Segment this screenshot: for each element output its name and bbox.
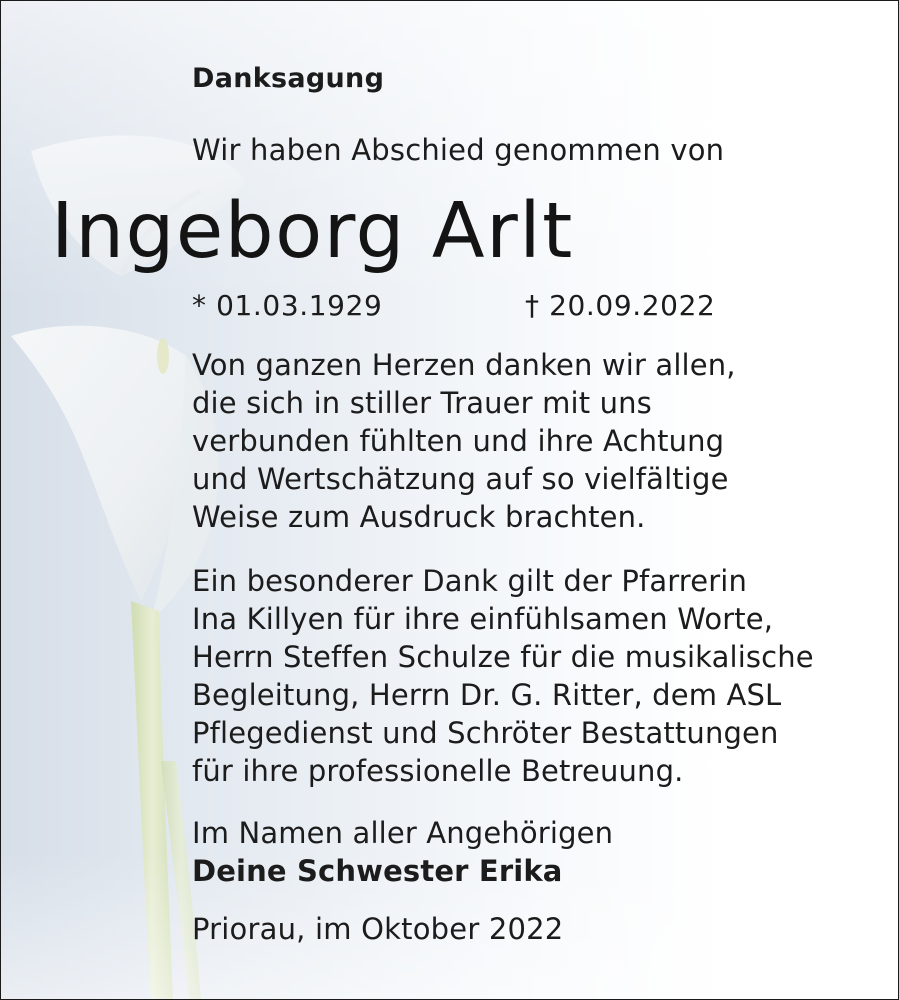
signoff-block	[192, 814, 613, 890]
notice-text-area	[1, 1, 899, 1000]
deceased-name: Ingeborg Arlt	[51, 187, 574, 276]
intro-text: Wir haben Abschied genommen von	[192, 133, 725, 167]
paragraph-line: für ihre professionelle Betreuung.	[192, 754, 684, 788]
paragraph-line: die sich in stiller Trauer mit uns	[192, 386, 652, 420]
place-date: Priorau, im Oktober 2022	[192, 912, 564, 946]
paragraph-line: Herrn Steffen Schulze für die musikalische	[192, 640, 814, 674]
paragraph-line: und Wertschätzung auf so vielfältige	[192, 462, 729, 496]
notice-heading: Danksagung	[192, 63, 385, 94]
paragraph-line: Begleitung, Herrn Dr. G. Ritter, dem ASL	[192, 678, 782, 712]
thanks-paragraph	[192, 346, 736, 536]
paragraph-line: Ina Killyen für ihre einfühlsamen Worte,	[192, 602, 774, 636]
special-thanks-paragraph	[192, 562, 814, 790]
death-date: † 20.09.2022	[525, 289, 716, 322]
signoff-text: Im Namen aller Angehörigen	[192, 816, 614, 850]
paragraph-line: Von ganzen Herzen danken wir allen,	[192, 348, 736, 382]
paragraph-line: verbunden fühlten und ihre Achtung	[192, 424, 725, 458]
paragraph-line: Weise zum Ausdruck brachten.	[192, 500, 646, 534]
paragraph-line: Ein besonderer Dank gilt der Pfarrerin	[192, 564, 748, 598]
birth-date: * 01.03.1929	[192, 289, 383, 322]
signature: Deine Schwester Erika	[192, 854, 563, 888]
paragraph-line: Pflegedienst und Schröter Bestattungen	[192, 716, 779, 750]
